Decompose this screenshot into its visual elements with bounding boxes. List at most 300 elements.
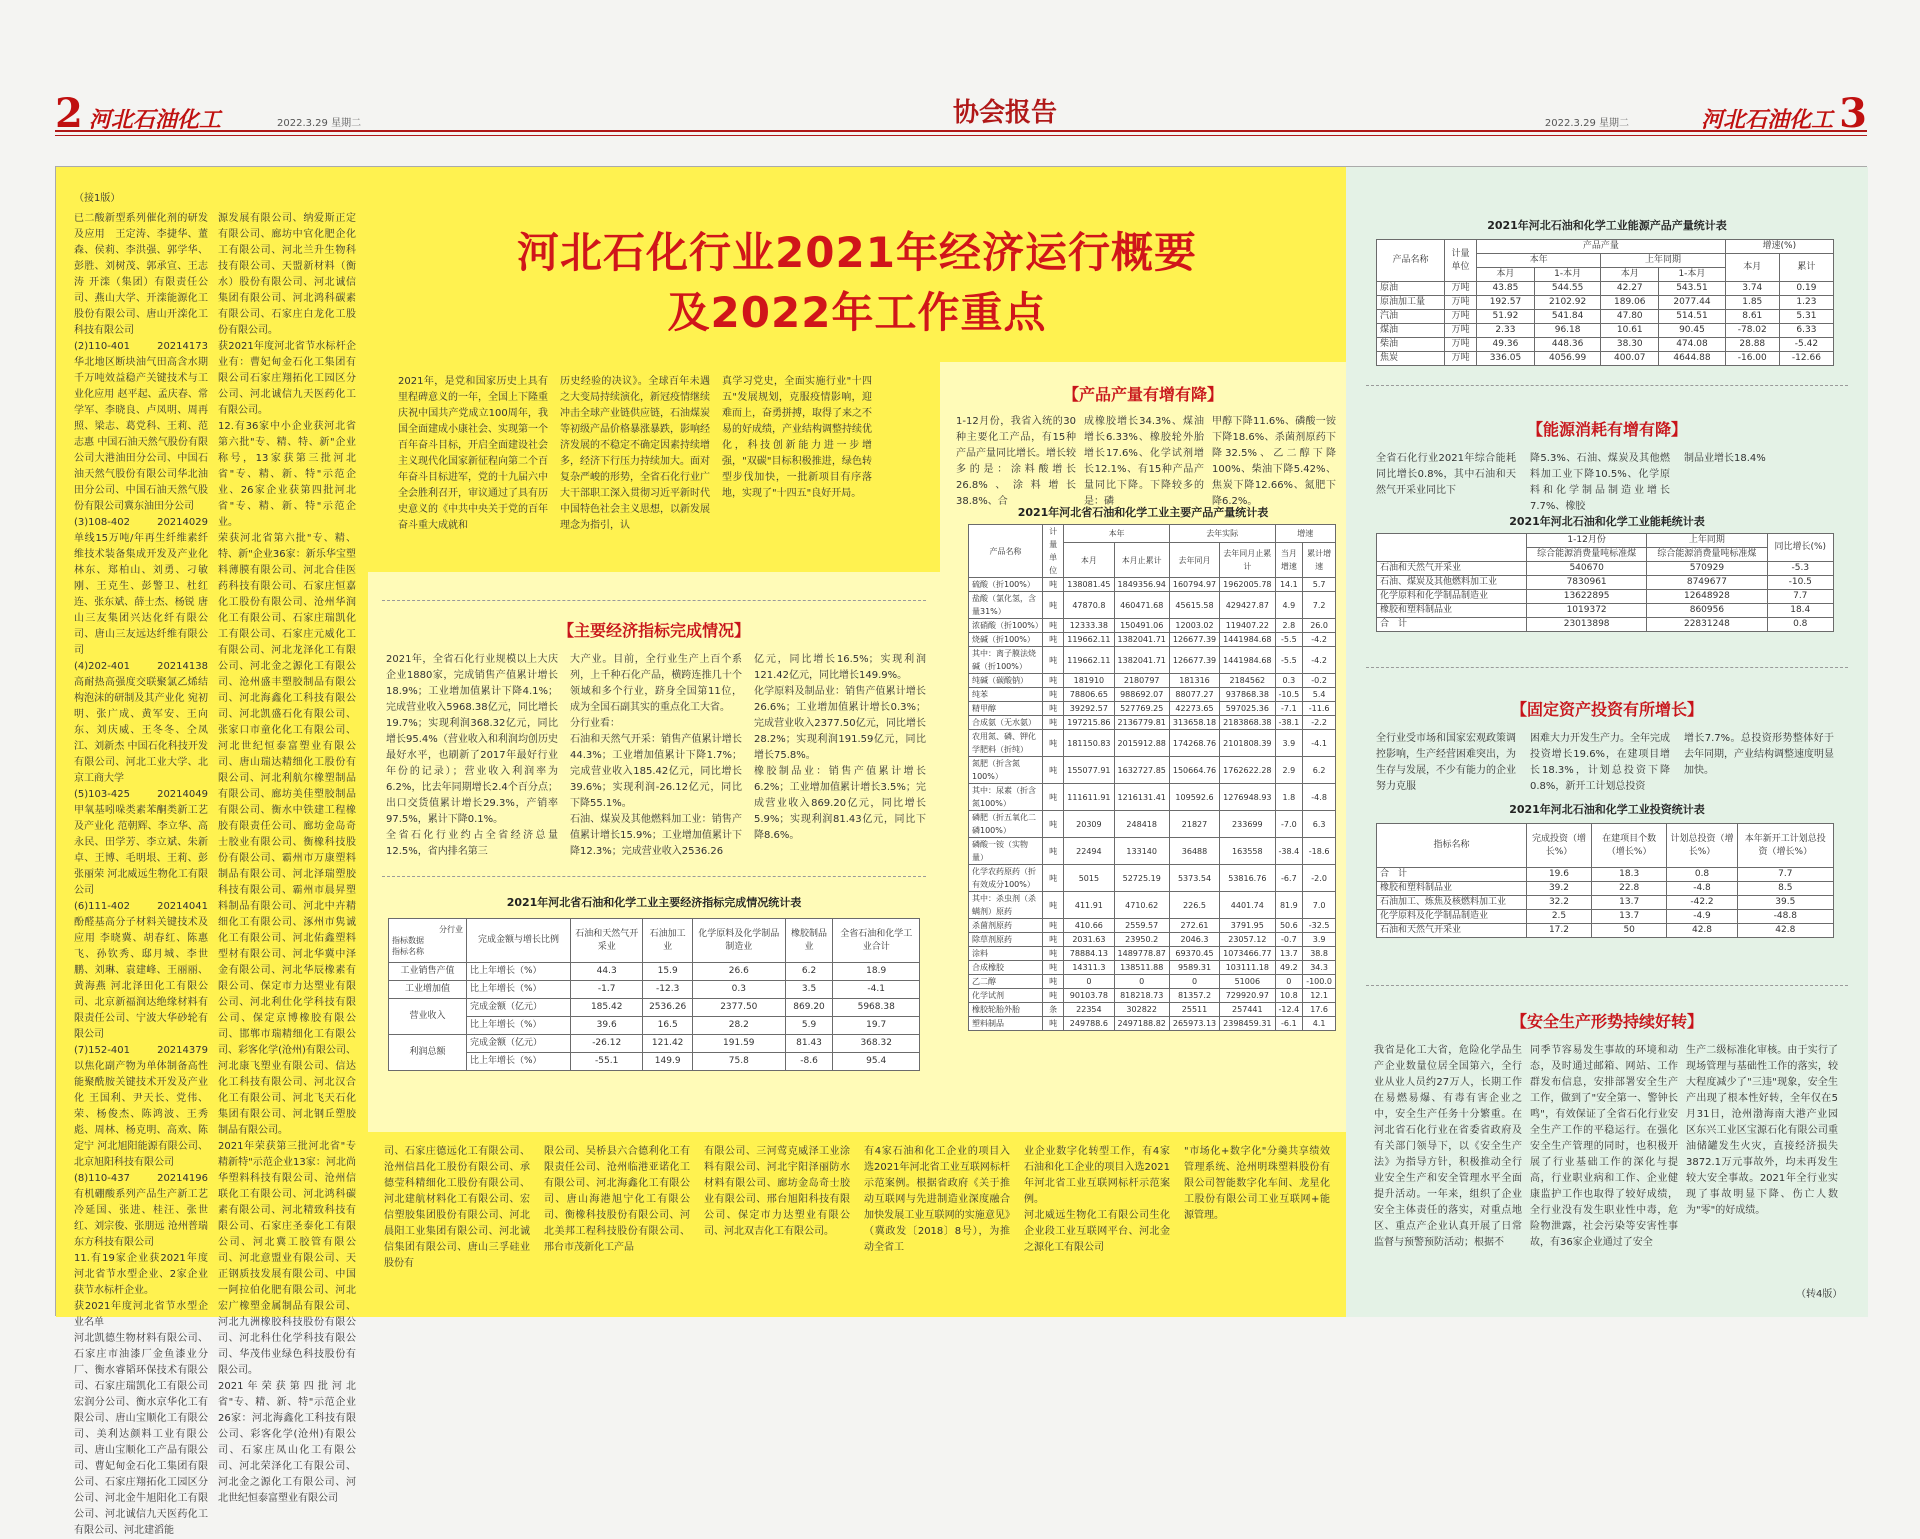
table-cell: 988692.07	[1114, 688, 1169, 702]
table-cell: 5.7	[1303, 578, 1336, 592]
table-cell: 原油加工量	[1377, 296, 1445, 310]
table-cell: 盐酸（氯化氢，含量31%）	[969, 592, 1043, 619]
table-cell: 2031.63	[1064, 933, 1114, 947]
table-cell: 3.9	[1275, 730, 1303, 757]
table-cell: 20309	[1064, 811, 1114, 838]
table-cell: 2497188.82	[1114, 1017, 1169, 1031]
energy-consumption-table-title: 2021年河北石油和化学工业能耗统计表	[1509, 515, 1705, 528]
table-row	[969, 933, 1336, 947]
column-header: 产品名称	[1377, 240, 1445, 282]
table-row	[969, 757, 1336, 784]
table-cell: 1849356.94	[1114, 578, 1169, 592]
table-cell: 化学原料和化学制品制造业	[1377, 590, 1527, 604]
table-cell: 0.3	[692, 981, 785, 999]
table-row	[969, 811, 1336, 838]
table-cell: 吨	[1042, 716, 1063, 730]
table-row	[1377, 924, 1834, 938]
table-cell: 410.66	[1064, 919, 1114, 933]
table-row	[1377, 352, 1834, 366]
table-cell: 17.2	[1527, 924, 1592, 938]
right-newspaper-name: 河北石油化工	[1701, 107, 1834, 133]
output-column-3: 甲醇下降11.6%、磷酸一铵下降18.6%、杀菌剂原药下降32.5%、乙二醇下降100%、柴油下降5.42%、焦炭下降12.66%、氮肥下降6.2%。	[1212, 416, 1336, 507]
table-cell: 7.7	[1767, 590, 1833, 604]
table-cell: 729920.97	[1220, 989, 1275, 1003]
table-cell: 0.8	[1667, 868, 1737, 882]
table-cell: 544.55	[1534, 282, 1600, 296]
table-cell: -7.0	[1275, 811, 1303, 838]
column-header: 本月	[1064, 543, 1114, 578]
table-cell: 39.2	[1527, 882, 1592, 896]
table-cell: 合 计	[1377, 868, 1527, 882]
divider	[1366, 385, 1848, 386]
table-cell: 19.6	[1527, 868, 1592, 882]
right-green-panel	[1346, 167, 1868, 1317]
table-row	[969, 1017, 1336, 1031]
table-row	[1377, 910, 1834, 924]
table-row	[1377, 618, 1834, 632]
table-cell: 42.8	[1667, 924, 1737, 938]
table-cell: 2377.50	[692, 999, 785, 1017]
investment-column-3: 增长7.7%。总投资形势整体好于去年同期，产业结构调整速度明显加快。	[1684, 733, 1834, 776]
table-cell: 368.32	[833, 1035, 920, 1053]
table-cell: -0.2	[1303, 674, 1336, 688]
table-cell: 249788.6	[1064, 1017, 1114, 1031]
table-row	[969, 1003, 1336, 1017]
table-cell: 吨	[1042, 975, 1063, 989]
table-row	[1377, 338, 1834, 352]
table-cell: 吨	[1042, 592, 1063, 619]
energy-consumption-table	[1376, 533, 1834, 632]
right-page-number: 3	[1839, 90, 1867, 137]
table-cell: 5.9	[785, 1017, 833, 1035]
table-cell: 119662.11	[1064, 647, 1114, 674]
table-cell: 22831248	[1647, 618, 1767, 632]
table-cell: 28.2	[692, 1017, 785, 1035]
table-row	[389, 1035, 920, 1053]
investment-table-body	[1377, 868, 1834, 938]
table-cell: -4.1	[1303, 730, 1336, 757]
safety-column-1: 我省是化工大省，危险化学品生产企业数量位居全国第六，全行业从业人员约27万人，长期工作在易燃易爆、有毒有害企业之中，安全生产任务十分繁重。在河北省石化行业在省委省政府及有关部门领导下，以《安全生产法》为指导方针，积极推动全行业安全生产和安全管理水平全面提升活动。一年来，组织了企业安全主体责任的落实，对重点地区、重点产企业认真开展了日常监督与预警预防活动；根据不	[1374, 1045, 1522, 1248]
table-cell: 226.5	[1169, 892, 1219, 919]
table-row	[969, 961, 1336, 975]
table-cell: 90103.78	[1064, 989, 1114, 1003]
table-cell: 138081.45	[1064, 578, 1114, 592]
energy-column-2: 降5.3%、石油、煤炭及其他燃料加工业下降10.5%、化学原料和化学制品制造业增长7.7%、橡胶	[1530, 453, 1670, 512]
table-cell: 121.42	[643, 1035, 693, 1053]
divider	[382, 600, 926, 601]
investment-column-2: 困难大力开发生产力。全年完成投资增长19.6%，在建项目增长18.3%，计划总投资下降0.8%，新开工计划总投资	[1530, 733, 1670, 792]
column-header: 完成投资（增长%）	[1527, 824, 1592, 868]
table-cell: 2180797	[1114, 674, 1169, 688]
table-cell: 1.85	[1725, 296, 1779, 310]
table-cell: 96.18	[1534, 324, 1600, 338]
table-cell: 9589.31	[1169, 961, 1219, 975]
right-date: 2022.3.29 星期二	[1544, 118, 1629, 129]
table-cell: 石油、煤炭及其他燃料加工业	[1377, 576, 1527, 590]
table-cell: 10.61	[1601, 324, 1659, 338]
table-cell: 0.8	[1767, 618, 1833, 632]
continued-label: （接1版）	[74, 193, 121, 204]
table-cell: 191.59	[692, 1035, 785, 1053]
table-cell: -38.4	[1275, 838, 1303, 865]
table-cell: 12648928	[1647, 590, 1767, 604]
table-cell: 7.7	[1737, 868, 1833, 882]
table-cell: 万吨	[1445, 296, 1477, 310]
bottom-column-4: 有4家石油和化工企业的项目入选2021年河北省工业互联网标杆示范案例。根据省政府《关于推动互联网与先进制造业深度融合加快发展工业互联网的实施意见》（冀政发〔2018〕8号），为推动全省工	[864, 1146, 1010, 1253]
table-cell: 吨	[1042, 811, 1063, 838]
table-cell: 26.0	[1303, 619, 1336, 633]
table-cell: 2.8	[1275, 619, 1303, 633]
table-cell: 硫酸（折100%）	[969, 578, 1043, 592]
table-cell: 12003.02	[1169, 619, 1219, 633]
table-cell: -11.6	[1303, 702, 1336, 716]
table-row	[1377, 324, 1834, 338]
table-cell: 0.3	[1275, 674, 1303, 688]
table-row	[389, 999, 920, 1017]
table-cell: 45615.58	[1169, 592, 1219, 619]
table-cell: 烧碱（折100%）	[969, 633, 1043, 647]
table-cell: 1632727.85	[1114, 757, 1169, 784]
energy-column-1: 全省石化行业2021年综合能耗同比增长0.8%，其中石油和天然气开采业同比下	[1376, 453, 1516, 496]
table-cell: 利润总额	[389, 1035, 467, 1071]
table-cell: 橡胶和塑料制品业	[1377, 882, 1527, 896]
table-cell: 1019372	[1527, 604, 1647, 618]
table-cell: 570929	[1647, 562, 1767, 576]
table-cell: 181316	[1169, 674, 1219, 688]
table-cell: 150491.06	[1114, 619, 1169, 633]
table-cell: 氮肥（折含氮100%）	[969, 757, 1043, 784]
table-cell: 39.6	[571, 1017, 643, 1035]
table-cell: 1073466.77	[1220, 947, 1275, 961]
table-cell: 原油	[1377, 282, 1445, 296]
table-cell: 8.61	[1725, 310, 1779, 324]
safety-column-2: 同季节容易发生事故的环境和动态，及时通过邮箱、网站、工作群发布信息，安排部署安全生产工作，做到了"安全第一、警钟长鸣"，有效保证了全省石化行业安全生产工作的平稳运行。在强化安全生产管理的同时，也积极开展了行业基础工作的深化与提高，行业职业病和工作、企业健康监护工作也取得了较好成绩，全行业没有发生职业性中毒，危险物泄露，社会污染等安害性事故，有36家企业通过了安全	[1530, 1045, 1678, 1248]
table-cell: 2077.44	[1659, 296, 1725, 310]
table-cell: -10.5	[1275, 688, 1303, 702]
table-cell: 吨	[1042, 1017, 1063, 1031]
table-cell: 272.61	[1169, 919, 1219, 933]
table-cell: 1489778.87	[1114, 947, 1169, 961]
products-section-panel	[940, 362, 1346, 1132]
column-header: 1-本月	[1534, 268, 1600, 282]
table-cell: -12.4	[1275, 1003, 1303, 1017]
table-cell: 0	[1275, 975, 1303, 989]
intro-column-3: 真学习党史，全面实施行业"十四五"发展规划，克服疫情影响，迎难而上，奋勇拼搏，取得了来之不易的好成绩，产业结构调整持续优化，科技创新能力进一步增强，"双碳"目标积极推进，绿色转型步伐加快，一批新项目有序落地，实现了"十四五"良好开局。	[722, 376, 872, 499]
column-header: 产品产量	[1477, 240, 1726, 254]
table-cell: 2.5	[1527, 910, 1592, 924]
table-cell: -48.8	[1737, 910, 1833, 924]
table-cell: 吨	[1042, 633, 1063, 647]
table-cell: 比上年增长（%）	[467, 1017, 571, 1035]
table-cell: 51.92	[1477, 310, 1535, 324]
table-cell: 119662.11	[1064, 633, 1114, 647]
column-header: 本月	[1477, 268, 1535, 282]
table-cell: 39.5	[1737, 896, 1833, 910]
table-cell: 3.74	[1725, 282, 1779, 296]
table-cell: 2559.57	[1114, 919, 1169, 933]
table-cell: 0	[1114, 975, 1169, 989]
left-date: 2022.3.29 星期二	[277, 118, 362, 129]
table-cell: 860956	[1647, 604, 1767, 618]
table-cell: 万吨	[1445, 352, 1477, 366]
table-cell: 乙二醇	[969, 975, 1043, 989]
continued-next-page: （转4版）	[1796, 1289, 1843, 1300]
table-cell: 其中：杀虫剂（杀螨剂）原药	[969, 892, 1043, 919]
table-row	[389, 1017, 920, 1035]
table-cell: 3791.95	[1220, 919, 1275, 933]
table-cell: 6.2	[1303, 757, 1336, 784]
table-cell: 2136779.81	[1114, 716, 1169, 730]
table-cell: 条	[1042, 1003, 1063, 1017]
table-cell: 1216131.41	[1114, 784, 1169, 811]
table-cell: 78884.13	[1064, 947, 1114, 961]
table-cell: 411.91	[1064, 892, 1114, 919]
column-header: 上年同期	[1601, 254, 1725, 268]
table-cell: 化学原料及化学制品制造业	[1377, 910, 1527, 924]
table-cell: 吨	[1042, 947, 1063, 961]
table-cell: 除草剂原药	[969, 933, 1043, 947]
table-cell: 比上年增长（%）	[467, 1053, 571, 1071]
column-header: 去年同月	[1169, 543, 1219, 578]
table-cell: 23950.2	[1114, 933, 1169, 947]
column-header: 完成金额与增长比例	[467, 919, 571, 963]
table-row	[1377, 310, 1834, 324]
table-cell: 5968.38	[833, 999, 920, 1017]
table-cell: -12.3	[643, 981, 693, 999]
table-cell: 155077.91	[1064, 757, 1114, 784]
table-cell: 28.88	[1725, 338, 1779, 352]
bottom-strip-panel	[368, 1132, 1346, 1317]
table-cell: -78.02	[1725, 324, 1779, 338]
table-cell: 万吨	[1445, 282, 1477, 296]
table-cell: 吨	[1042, 892, 1063, 919]
table-cell: 313658.18	[1169, 716, 1219, 730]
table-cell: 焦炭	[1377, 352, 1445, 366]
table-cell: 69370.45	[1169, 947, 1219, 961]
table-cell: 万吨	[1445, 338, 1477, 352]
table-cell: 完成金额（亿元）	[467, 999, 571, 1017]
table-cell: 185.42	[571, 999, 643, 1017]
bottom-column-6: "市场化+数字化"分羹共享绩效管理系统、沧州明珠塑料股份有限公司智能数字化车间、龙星化工股份有限公司工业互联网+能源管理。	[1184, 1146, 1330, 1221]
table-cell: 8.5	[1737, 882, 1833, 896]
column-header: 本月	[1601, 268, 1659, 282]
table-row	[969, 975, 1336, 989]
table-cell: 233699	[1220, 811, 1275, 838]
table-cell: 51006	[1220, 975, 1275, 989]
table-cell: 78806.65	[1064, 688, 1114, 702]
table-cell: 126677.39	[1169, 647, 1219, 674]
table-cell: 1382041.71	[1114, 647, 1169, 674]
table-cell: 1382041.71	[1114, 633, 1169, 647]
table-cell: 527769.25	[1114, 702, 1169, 716]
table-cell: -4.1	[833, 981, 920, 999]
table-cell: 13.7	[1591, 896, 1666, 910]
column-header: 石油和天然气开采业	[571, 919, 643, 963]
table-row	[969, 592, 1336, 619]
output-section-title: 【产品产量有增有降】	[1062, 385, 1223, 404]
table-cell: 5373.54	[1169, 865, 1219, 892]
safety-column-3: 生产二级标准化审核。由于实行了现场管理与基础性工作的落实，较大程度减少了"三违"现象，安全生产出现了根本性好转，全年仅在5月31日，沧州渤海南大港产业园区东兴工业区宝源石化有限公司重油储罐发生火灾，直接经济损失3872.1万元事故外，均未再发生较大安全事故。2021年全行业实现了事故明显下降、伤亡人数为"零"的好成绩。	[1686, 1045, 1838, 1216]
table-cell: 400.07	[1601, 352, 1659, 366]
table-cell: 2015912.88	[1114, 730, 1169, 757]
column-header: 增速(%)	[1725, 240, 1833, 254]
table-cell: 22.8	[1591, 882, 1666, 896]
table-cell: 53816.76	[1220, 865, 1275, 892]
table-row	[969, 688, 1336, 702]
table-cell: 111611.91	[1064, 784, 1114, 811]
investment-table-title: 2021年河北石油和化学工业投资统计表	[1509, 803, 1705, 816]
table-cell: 0	[1064, 975, 1114, 989]
column-header: 化学原料及化学制品制造业	[692, 919, 785, 963]
table-row	[1377, 562, 1834, 576]
divider	[1366, 667, 1848, 668]
table-cell: 吨	[1042, 578, 1063, 592]
column-header: 在建项目个数（增长%）	[1591, 824, 1666, 868]
left-continued-panel	[56, 167, 368, 1536]
table-cell: 541.84	[1534, 310, 1600, 324]
column-header: 橡胶制品业	[785, 919, 833, 963]
column-header: 综合能源消费量吨标准煤	[1527, 548, 1647, 562]
brand-left	[55, 90, 221, 137]
table-cell: 4056.99	[1534, 352, 1600, 366]
table-cell: 13622895	[1527, 590, 1647, 604]
investment-column-1: 全行业受市场和国家宏观政策调控影响，生产经营困难突出，为生存与发展，不少有能力的企业努力克服	[1376, 733, 1516, 792]
page-frame	[55, 166, 1867, 1536]
table-cell: 42.8	[1737, 924, 1833, 938]
table-cell: 7830961	[1527, 576, 1647, 590]
column-header: 本年新开工计划总投资（增长%）	[1737, 824, 1833, 868]
corner-industry: 分行业	[439, 925, 463, 934]
table-cell: -2.2	[1303, 716, 1336, 730]
table-cell: -5.5	[1275, 633, 1303, 647]
table-cell: 126677.39	[1169, 633, 1219, 647]
table-cell: 5015	[1064, 865, 1114, 892]
table-cell: 石油和天然气开采业	[1377, 924, 1527, 938]
table-cell: 5.4	[1303, 688, 1336, 702]
table-row	[1377, 282, 1834, 296]
table-row	[1377, 590, 1834, 604]
table-cell: -4.2	[1303, 633, 1336, 647]
table-row	[969, 919, 1336, 933]
economic-indicators-table	[388, 918, 920, 1071]
table-cell: 吨	[1042, 865, 1063, 892]
table-cell: 工业增加值	[389, 981, 467, 999]
table-cell: 柴油	[1377, 338, 1445, 352]
table-cell: 32.2	[1527, 896, 1592, 910]
divider	[1366, 985, 1848, 986]
divider	[382, 876, 926, 877]
table-cell: 49.36	[1477, 338, 1535, 352]
table-cell: 543.51	[1659, 282, 1725, 296]
energy-column-3: 制品业增长18.4%	[1684, 453, 1766, 464]
table-cell: -6.1	[1275, 1017, 1303, 1031]
table-cell: 22354	[1064, 1003, 1114, 1017]
table-cell: 18.3	[1591, 868, 1666, 882]
table-cell: 23013898	[1527, 618, 1647, 632]
table-cell: 化学试剂	[969, 989, 1043, 1003]
column-header	[1377, 534, 1527, 562]
economic-section-panel	[368, 572, 940, 1132]
table-cell: 浓硝酸（折100%）	[969, 619, 1043, 633]
masthead	[55, 86, 1867, 146]
corner-data: 指标数据	[392, 936, 424, 945]
table-cell: -5.42	[1779, 338, 1833, 352]
table-cell: 万吨	[1445, 324, 1477, 338]
table-cell: 塑料制品	[969, 1017, 1043, 1031]
column-header: 产品名称	[969, 525, 1043, 578]
table-cell: 302822	[1114, 1003, 1169, 1017]
table-cell: 869.20	[785, 999, 833, 1017]
table-cell: 4401.74	[1220, 892, 1275, 919]
table-cell: 2.33	[1477, 324, 1535, 338]
column-header: 累计	[1779, 254, 1833, 282]
products-output-table	[968, 524, 1336, 1031]
table-cell: 石油加工、炼焦及核燃料加工业	[1377, 896, 1527, 910]
column-header: 同比增长(%)	[1767, 534, 1833, 562]
table-cell: 营业收入	[389, 999, 467, 1035]
table-row	[969, 784, 1336, 811]
column-header: 去年同月止累计	[1220, 543, 1275, 578]
table-cell: 吨	[1042, 933, 1063, 947]
table-cell: 75.8	[692, 1053, 785, 1071]
table-cell: 43.85	[1477, 282, 1535, 296]
table-cell: 吨	[1042, 838, 1063, 865]
intro-column-1: 2021年，是党和国家历史上具有里程碑意义的一年，全国上下隆重庆祝中国共产党成立100周年，我国全面建成小康社会、实现第一个百年奋斗目标，开启全面建设社会主义现代化国家新征程向第二个百年奋斗目标进军，党的十九届六中全会胜利召开，审议通过了具有历史意义的《中共中央关于党的百年奋斗重大成就和	[398, 376, 548, 531]
table-cell: 34.3	[1303, 961, 1336, 975]
table-cell: 50	[1591, 924, 1666, 938]
table-cell: 257441	[1220, 1003, 1275, 1017]
table-cell: 44.3	[571, 963, 643, 981]
table-cell: 103111.18	[1220, 961, 1275, 975]
table-cell: 597025.36	[1220, 702, 1275, 716]
table-cell: 109592.6	[1169, 784, 1219, 811]
bottom-column-1: 司、石家庄德远化工有限公司、沧州信昌化工股份有限公司、承德莹科精细化工股份有限公司、河北建航材料化工有限公司、宏信塑胶集团股份有限公司、河北晨阳工业集团有限公司、河北诚信集团有限公司、唐山三孚硅业股份有	[384, 1146, 530, 1269]
table-cell: -6.7	[1275, 865, 1303, 892]
column-header: 增速	[1275, 525, 1336, 543]
table-cell: 农用氮、磷、钾化学肥料（折纯）	[969, 730, 1043, 757]
table-cell: 合成氨（无水氨）	[969, 716, 1043, 730]
column-header: 本月	[1725, 254, 1779, 282]
table-cell: 474.08	[1659, 338, 1725, 352]
table-cell: 磷酸一铵（实物量）	[969, 838, 1043, 865]
table-cell: 0	[1169, 975, 1219, 989]
table-cell: 合 计	[1377, 618, 1527, 632]
table-cell: 4.9	[1275, 592, 1303, 619]
table-cell: 16.5	[643, 1017, 693, 1035]
energy-section-title: 【能源消耗有增有降】	[1526, 420, 1687, 439]
table-cell: 26.6	[692, 963, 785, 981]
column-header: 当月增速	[1275, 543, 1303, 578]
column-header: 本月止累计	[1114, 543, 1169, 578]
table-cell: 133140	[1114, 838, 1169, 865]
table-row	[1377, 296, 1834, 310]
table-cell: 吨	[1042, 619, 1063, 633]
economic-section-title: 【主要经济指标完成情况】	[557, 621, 750, 640]
table-cell: 181150.83	[1064, 730, 1114, 757]
table-cell: 1.8	[1275, 784, 1303, 811]
column-header: 全省石油和化学工业合计	[833, 919, 920, 963]
column-header: 计划总投资（增长%）	[1667, 824, 1737, 868]
table-cell: -32.5	[1303, 919, 1336, 933]
table-cell: 工业销售产值	[389, 963, 467, 981]
table-cell: 1441984.68	[1220, 647, 1275, 674]
table-row	[969, 702, 1336, 716]
table-cell: 265973.13	[1169, 1017, 1219, 1031]
table-cell: -100.0	[1303, 975, 1336, 989]
table-cell: 138511.88	[1114, 961, 1169, 975]
table-cell: 15.9	[643, 963, 693, 981]
table-row	[969, 619, 1336, 633]
